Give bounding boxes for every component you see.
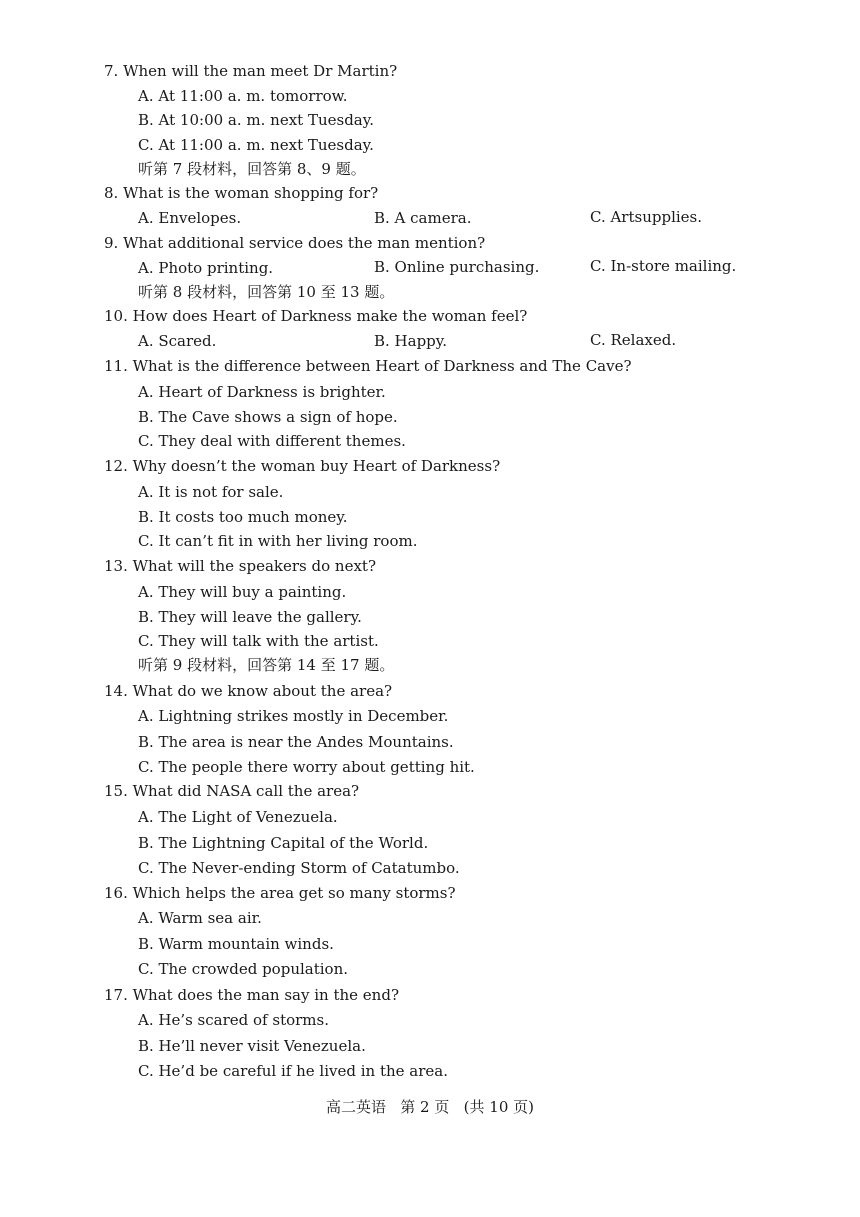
- question-text: Which helps the area get so many storms?: [132, 884, 456, 902]
- question-16: [104, 884, 456, 902]
- question-number: 17.: [104, 986, 128, 1004]
- question-12: [104, 457, 500, 475]
- option-c: C. At 11:00 a. m. next Tuesday.: [138, 136, 374, 154]
- option-b: B. Happy.: [374, 332, 448, 350]
- option-a: A. Photo printing.: [138, 259, 274, 277]
- option-c: C. They deal with different themes.: [138, 432, 406, 450]
- question-13: [104, 557, 376, 575]
- question-text: What did NASA call the area?: [132, 782, 360, 800]
- option-a: A. Lightning strikes mostly in December.: [138, 707, 449, 725]
- option-c: C. Artsupplies.: [590, 208, 703, 226]
- question-text: How does Heart of Darkness make the woman feel?: [132, 307, 528, 325]
- question-15: [104, 782, 359, 800]
- option-b: B. The Cave shows a sign of hope.: [138, 408, 398, 426]
- question-14: [104, 682, 392, 700]
- option-a: A. Envelopes.: [138, 209, 242, 227]
- question-number: 9.: [104, 234, 119, 252]
- option-a: A. They will buy a painting.: [138, 583, 347, 601]
- question-number: 16.: [104, 884, 128, 902]
- question-text: When will the man meet Dr Martin?: [123, 62, 398, 80]
- option-a: A. At 11:00 a. m. tomorrow.: [138, 87, 348, 105]
- option-a: A. Heart of Darkness is brighter.: [138, 383, 386, 401]
- option-c: C. Relaxed.: [590, 331, 677, 349]
- option-b: B. Online purchasing.: [374, 258, 540, 276]
- option-b: B. They will leave the gallery.: [138, 608, 362, 626]
- question-text: What does the man say in the end?: [132, 986, 399, 1004]
- option-c: C. The Never-ending Storm of Catatumbo.: [138, 859, 460, 877]
- question-number: 10.: [104, 307, 128, 325]
- option-a: A. Scared.: [138, 332, 217, 350]
- question-text: Why doesn’t the woman buy Heart of Darkness?: [132, 457, 501, 475]
- option-b: B. At 10:00 a. m. next Tuesday.: [138, 111, 374, 129]
- option-c: C. He’d be careful if he lived in the area.: [138, 1062, 448, 1080]
- question-text: What will the speakers do next?: [132, 557, 376, 575]
- option-b: B. He’ll never visit Venezuela.: [138, 1037, 366, 1055]
- section-note: 听第 7 段材料，回答第 8、9 题。: [138, 160, 366, 178]
- question-8: [104, 184, 378, 202]
- question-number: 13.: [104, 557, 128, 575]
- question-text: What additional service does the man mention?: [123, 234, 486, 252]
- page-footer: 高二英语 第 2 页 (共 10 页): [325, 1098, 535, 1116]
- section-note: 听第 9 段材料，回答第 14 至 17 题。: [138, 656, 395, 674]
- option-c: C. The crowded population.: [138, 960, 348, 978]
- option-a: A. It is not for sale.: [138, 483, 284, 501]
- option-b: B. The area is near the Andes Mountains.: [138, 733, 454, 751]
- question-number: 14.: [104, 682, 128, 700]
- question-number: 8.: [104, 184, 119, 202]
- option-c: C. They will talk with the artist.: [138, 632, 379, 650]
- question-text: What is the difference between Heart of Darkness and The Cave?: [132, 357, 632, 375]
- option-a: A. The Light of Venezuela.: [138, 808, 338, 826]
- option-b: B. A camera.: [374, 209, 472, 227]
- option-a: A. Warm sea air.: [138, 909, 262, 927]
- question-17: [104, 986, 399, 1004]
- question-11: [104, 357, 632, 375]
- option-a: A. He’s scared of storms.: [138, 1011, 329, 1029]
- question-number: 7.: [104, 62, 119, 80]
- option-c: C. It can’t fit in with her living room.: [138, 532, 418, 550]
- section-note: 听第 8 段材料，回答第 10 至 13 题。: [138, 283, 395, 301]
- question-7: [104, 62, 397, 80]
- option-b: B. It costs too much money.: [138, 508, 348, 526]
- option-b: B. The Lightning Capital of the World.: [138, 834, 429, 852]
- option-b: B. Warm mountain winds.: [138, 935, 334, 953]
- question-number: 15.: [104, 782, 128, 800]
- question-number: 11.: [104, 357, 128, 375]
- question-10: [104, 307, 527, 325]
- option-c: C. The people there worry about getting hit.: [138, 758, 475, 776]
- option-c: C. In-store mailing.: [590, 257, 737, 275]
- question-number: 12.: [104, 457, 128, 475]
- question-text: What is the woman shopping for?: [123, 184, 379, 202]
- question-9: [104, 234, 485, 252]
- question-text: What do we know about the area?: [132, 682, 393, 700]
